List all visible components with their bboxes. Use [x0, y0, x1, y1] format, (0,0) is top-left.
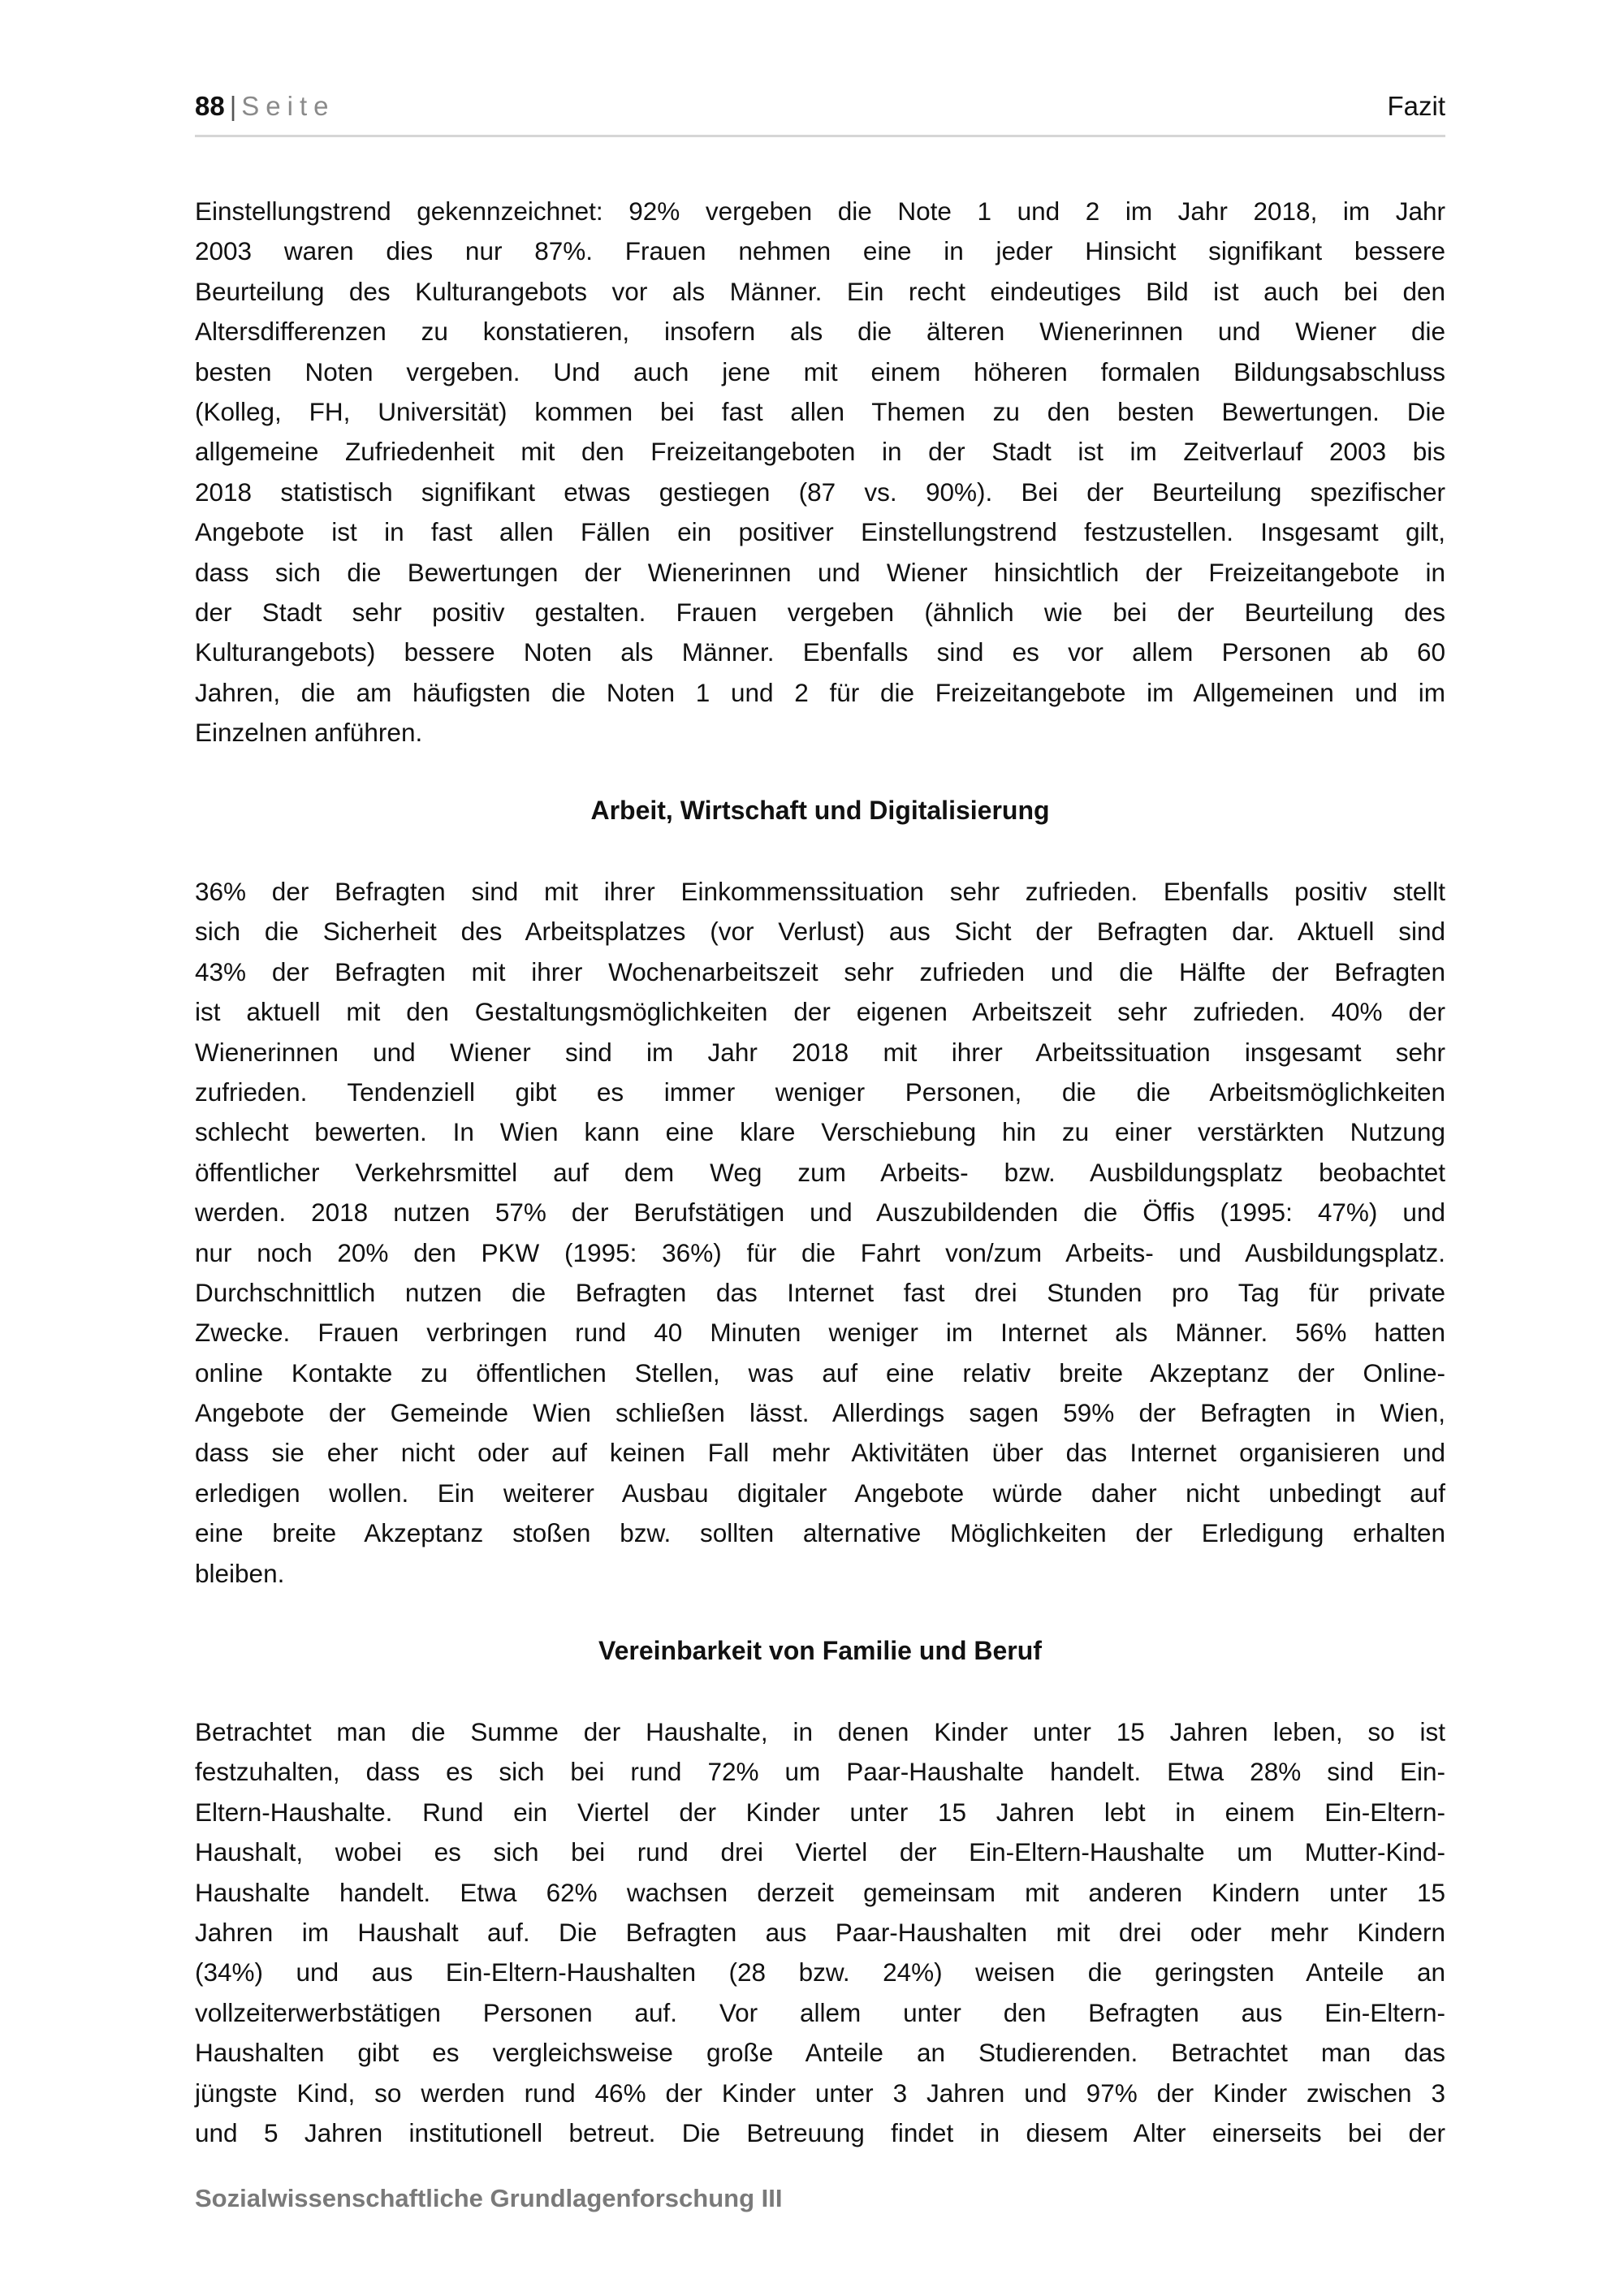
text-line: Jahren im Haushalt auf. Die Befragten aus Paar-Haushalten mit drei oder mehr Kindern — [195, 1917, 1445, 1947]
section-title: Fazit — [1387, 91, 1445, 121]
page-header — [195, 91, 1445, 137]
heading-work-economy: Arbeit, Wirtschaft und Digitalisierung — [590, 796, 1050, 825]
text-line: öffentlicher Verkehrsmittel auf dem Weg zum Arbeits- bzw. Ausbildungsplatz beobachtet — [195, 1157, 1445, 1187]
text-line: Zwecke. Frauen verbringen rund 40 Minuten weniger im Internet als Männer. 56% hatten — [195, 1318, 1445, 1348]
text-line: schlecht bewerten. In Wien kann eine klare Verschiebung hin zu einer verstärkten Nutzung — [195, 1117, 1445, 1147]
text-line: werden. 2018 nutzen 57% der Berufstätigen und Auszubildenden die Öffis (1995: 47%) und — [195, 1198, 1445, 1228]
text-line: 2018 statistisch signifikant etwas gestiegen (87 vs. 90%). Bei der Beurteilung spezifischer — [195, 477, 1445, 507]
text-line: besten Noten vergeben. Und auch jene mit einem höheren formalen Bildungsabschluss — [195, 356, 1445, 386]
text-line: 43% der Befragten mit ihrer Wochenarbeitszeit sehr zufrieden und die Hälfte der Befragten — [195, 956, 1445, 986]
text-line: nur noch 20% den PKW (1995: 36%) für die Fahrt von/zum Arbeits- und Ausbildungsplatz. — [195, 1237, 1445, 1267]
text-line: Angebote der Gemeinde Wien schließen lässt. Allerdings sagen 59% der Befragten in Wien, — [195, 1398, 1445, 1428]
text-line: Einstellungstrend gekennzeichnet: 92% vergeben die Note 1 und 2 im Jahr 2018, im Jahr — [195, 196, 1445, 226]
text-line: (Kolleg, FH, Universität) kommen bei fast allen Themen zu den besten Bewertungen. Die — [195, 396, 1445, 426]
page-word: Seite — [241, 91, 335, 121]
text-line: online Kontakte zu öffentlichen Stellen, was auf eine relativ breite Akzeptanz der Online- — [195, 1357, 1445, 1388]
text-line: Eltern-Haushalte. Rund ein Viertel der Kinder unter 15 Jahren lebt in einem Ein-Eltern- — [195, 1797, 1445, 1827]
text-line: bleiben. — [195, 1558, 285, 1588]
text-line: erledigen wollen. Ein weiterer Ausbau digitaler Angebote würde daher nicht unbedingt auf — [195, 1478, 1445, 1508]
text-line: vollzeiterwerbstätigen Personen auf. Vor allem unter den Befragten aus Ein-Eltern- — [195, 1997, 1445, 2027]
text-line: Altersdifferenzen zu konstatieren, insofern als die älteren Wienerinnen und Wiener die — [195, 317, 1445, 347]
paragraph-leisure — [195, 192, 1445, 753]
text-line: ist aktuell mit den Gestaltungsmöglichkeiten der eigenen Arbeitszeit sehr zufrieden. 40% der — [195, 997, 1445, 1027]
text-line: dass sich die Bewertungen der Wienerinnen und Wiener hinsichtlich der Freizeitangebote in — [195, 557, 1445, 587]
page-footer: Sozialwissenschaftliche Grundlagenforschung III — [195, 2184, 783, 2212]
text-line: der Stadt sehr positiv gestalten. Frauen vergeben (ähnlich wie bei der Beurteilung des — [195, 597, 1445, 627]
text-line: Einzelnen anführen. — [195, 718, 423, 748]
paragraph-work — [195, 872, 1445, 1594]
text-line: (34%) und aus Ein-Eltern-Haushalten (28 bzw. 24%) weisen die geringsten Anteile an — [195, 1957, 1445, 1987]
text-line: Kulturangebots) bessere Noten als Männer. Ebenfalls sind es vor allem Personen ab 60 — [195, 637, 1445, 667]
text-line: Beurteilung des Kulturangebots vor als Männer. Ein recht eindeutiges Bild ist auch bei den — [195, 276, 1445, 306]
text-line: dass sie eher nicht oder auf keinen Fall mehr Aktivitäten über das Internet organisieren und — [195, 1438, 1445, 1468]
text-line: und 5 Jahren institutionell betreut. Die Betreuung findet in diesem Alter einerseits bei der — [195, 2117, 1445, 2147]
header-separator: | — [229, 91, 237, 121]
page-number: 88 — [195, 91, 225, 121]
text-line: 36% der Befragten sind mit ihrer Einkommenssituation sehr zufrieden. Ebenfalls positiv stellt — [195, 877, 1445, 906]
text-line: 2003 waren dies nur 87%. Frauen nehmen eine in jeder Hinsicht signifikant bessere — [195, 236, 1445, 266]
text-line: Haushalte handelt. Etwa 62% wachsen derzeit gemeinsam mit anderen Kindern unter 15 — [195, 1877, 1445, 1907]
text-line: Betrachtet man die Summe der Haushalte, in denen Kinder unter 15 Jahren leben, so ist — [195, 1717, 1445, 1746]
text-line: sich die Sicherheit des Arbeitsplatzes (vor Verlust) aus Sicht der Befragten dar. Aktuell sind — [195, 917, 1445, 947]
text-line: Jahren, die am häufigsten die Noten 1 und 2 für die Freizeitangebote im Allgemeinen und im — [195, 677, 1445, 707]
text-line: Wienerinnen und Wiener sind im Jahr 2018 mit ihrer Arbeitssituation insgesamt sehr — [195, 1037, 1445, 1067]
text-line: Haushalten gibt es vergleichsweise große Anteile an Studierenden. Betrachtet man das — [195, 2038, 1445, 2068]
text-line: zufrieden. Tendenziell gibt es immer weniger Personen, die die Arbeitsmöglichkeiten — [195, 1077, 1445, 1107]
paragraph-family — [195, 1712, 1445, 2153]
text-line: allgemeine Zufriedenheit mit den Freizeitangeboten in der Stadt ist im Zeitverlauf 2003 bis — [195, 437, 1445, 467]
text-line: Haushalt, wobei es sich bei rund drei Viertel der Ein-Eltern-Haushalte um Mutter-Kind- — [195, 1837, 1445, 1867]
text-line: Durchschnittlich nutzen die Befragten das Internet fast drei Stunden pro Tag für private — [195, 1277, 1445, 1307]
heading-family-work: Vereinbarkeit von Familie und Beruf — [598, 1636, 1042, 1665]
text-line: eine breite Akzeptanz stoßen bzw. sollten alternative Möglichkeiten der Erledigung erhalten — [195, 1518, 1445, 1548]
text-line: festzuhalten, dass es sich bei rund 72% um Paar-Haushalte handelt. Etwa 28% sind Ein- — [195, 1757, 1445, 1787]
text-line: jüngste Kind, so werden rund 46% der Kinder unter 3 Jahren und 97% der Kinder zwischen 3 — [195, 2078, 1445, 2108]
text-line: Angebote ist in fast allen Fällen ein positiver Einstellungstrend festzustellen. Insgesamt gilt, — [195, 517, 1445, 547]
